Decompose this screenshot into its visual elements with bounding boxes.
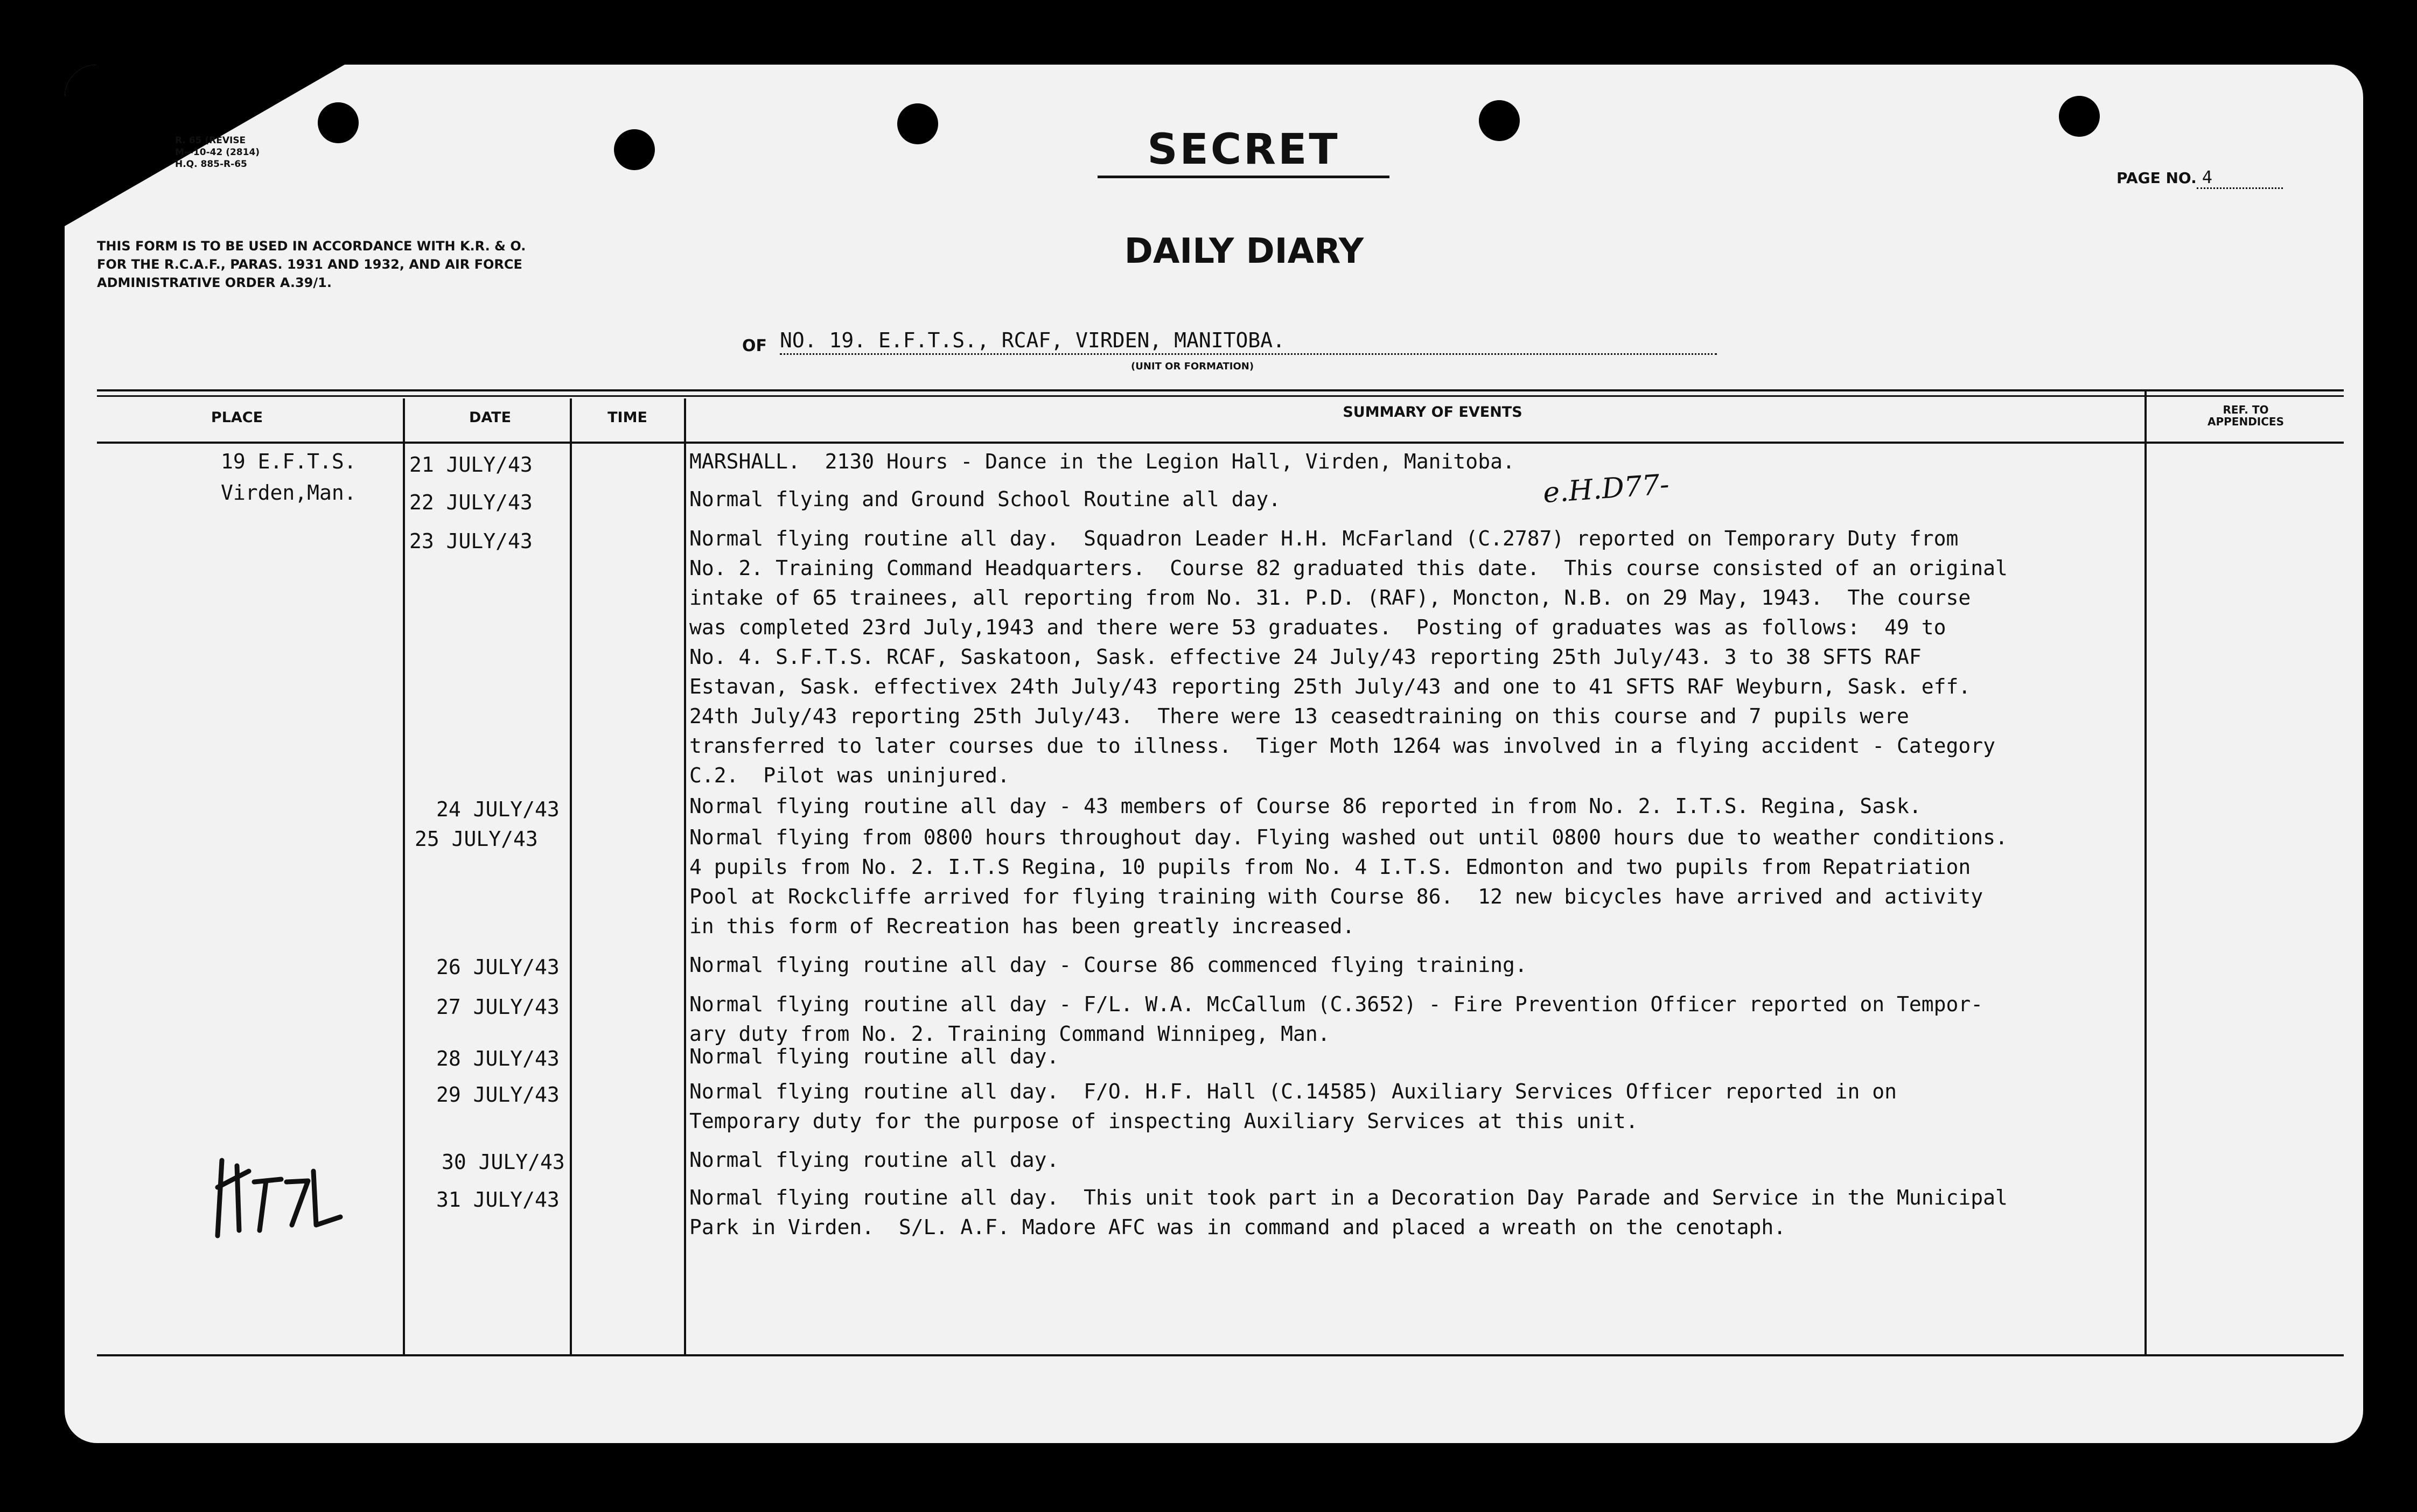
- summary-entry: Normal flying routine all day.: [689, 1148, 1059, 1172]
- summary-entry: Normal flying and Ground School Routine all day.: [689, 487, 1281, 511]
- date-cell: 29 JULY/43: [436, 1083, 560, 1107]
- form-instructions: THIS FORM IS TO BE USED IN ACCORDANCE WITH K.R. & O. FOR THE R.C.A.F., PARAS. 1931 AND 1932, AND AIR FORCE ADMINISTRATIVE ORDER A.39/1.: [97, 239, 526, 290]
- page-number: [2116, 167, 2283, 189]
- unit-caption: (UNIT OR FORMATION): [1131, 361, 1254, 372]
- column-header-ref-line: REF. TO: [2223, 403, 2269, 416]
- table-top-rule: [97, 389, 2344, 391]
- summary-entry: Normal flying routine all day - F/L. W.A. McCallum (C.3652) - Fire Prevention Officer reported on Tempor- ary duty from No. 2. Training Command Winnipeg, Man.: [689, 992, 1983, 1046]
- date-cell: 24 JULY/43: [436, 797, 560, 821]
- punch-hole: [2059, 96, 2100, 137]
- summary-entry: Normal flying routine all day. Squadron Leader H.H. McFarland (C.2787) reported on Temporary Duty from No. 2. Training Command Headquarters. Course 82 graduated this date. This course consisted of an original intake of 65 trainees, all reporting from No. 31. P.D. (RAF), Moncton, N.B. on 29 May, 1943. The course was completed 23rd July,1943 and there were 53 graduates. Posting of graduates was as follows: 49 to No. 4. S.F.T.S. RCAF, Saskatoon, Sask. effective 24 July/43 reporting 25th July/43. 3 to 38 SFTS RAF Estavan, Sask. effectivex 24th July/43 reporting 25th July/43 and one to 41 SFTS RAF Weyburn, Sask. eff. 24th July/43 reporting 25th July/43. There were 13 ceasedtraining on this course and 7 pupils were transferred to later courses due to illness. Tiger Moth 1264 was involved in a flying accident - Category C.2. Pilot was uninjured.: [689, 527, 2008, 787]
- form-number-line: H.Q. 885-R-65: [175, 159, 247, 170]
- date-cell: 26 JULY/43: [436, 955, 560, 979]
- page-number-label: PAGE NO.: [2116, 169, 2197, 187]
- date-cell: 31 JULY/43: [436, 1188, 560, 1212]
- table-top-rule-inner: [97, 395, 2344, 397]
- page-title: DAILY DIARY: [1124, 232, 1364, 271]
- column-header-ref: [2165, 404, 2327, 428]
- column-header-time: TIME: [607, 409, 647, 426]
- summary-entry: Normal flying routine all day - Course 86 commenced flying training.: [689, 953, 1527, 977]
- summary-entry: Normal flying routine all day - 43 members of Course 86 reported in from No. 2. I.T.S. Regina, Sask.: [689, 794, 1922, 818]
- summary-entry: Normal flying routine all day. This unit took part in a Decoration Day Parade and Service in the Municipal Park in Virden. S/L. A.F. Madore AFC was in command and placed a wreath on the cenotaph.: [689, 1186, 2008, 1239]
- date-cell: 25 JULY/43: [415, 827, 538, 851]
- column-divider: [403, 398, 405, 1354]
- handwritten-margin-note: [206, 1150, 367, 1241]
- punch-hole: [318, 102, 359, 143]
- form-number-line: M—10-42 (2814): [175, 147, 260, 158]
- column-header-ref-line: APPENDICES: [2208, 415, 2284, 428]
- page-number-value: 4: [2197, 167, 2283, 189]
- date-cell: 28 JULY/43: [436, 1047, 560, 1070]
- place-line: 19 E.F.T.S.: [221, 450, 357, 473]
- classification-heading: SECRET: [1098, 124, 1389, 178]
- diary-sheet: [65, 65, 2363, 1443]
- date-cell: 23 JULY/43: [409, 529, 533, 553]
- header-bottom-rule: [97, 442, 2344, 444]
- table-bottom-rule: [97, 1354, 2344, 1356]
- summary-entry: Normal flying routine all day. F/O. H.F. Hall (C.14585) Auxiliary Services Officer reported in on Temporary duty for the purpose of inspecting Auxiliary Services at this unit.: [689, 1080, 1897, 1133]
- summary-entry: Normal flying from 0800 hours throughout day. Flying washed out until 0800 hours due to weather conditions. 4 pupils from No. 2. I.T.S Regina, 10 pupils from No. 4 I.T.S. Edmonton and two pupils from Repatriation Pool at Rockcliffe arrived for flying training with Course 86. 12 new bicycles have arrived and activity in this form of Recreation has been greatly increased.: [689, 825, 2008, 938]
- form-number: [175, 135, 260, 170]
- punch-hole: [614, 129, 655, 170]
- column-header-summary: SUMMARY OF EVENTS: [1343, 404, 1522, 421]
- column-divider: [570, 398, 572, 1354]
- date-cell: 27 JULY/43: [436, 995, 560, 1019]
- punch-hole: [1479, 100, 1520, 141]
- date-cell: 21 JULY/43: [409, 453, 533, 477]
- punch-hole: [897, 103, 938, 144]
- form-number-line: R. 65 (REVISE: [175, 135, 246, 146]
- column-header-date: DATE: [469, 409, 512, 426]
- unit-name: NO. 19. E.F.T.S., RCAF, VIRDEN, MANITOBA.: [780, 327, 1717, 355]
- column-divider: [684, 398, 686, 1354]
- place-cell: [221, 446, 357, 508]
- date-cell: 22 JULY/43: [409, 491, 533, 514]
- column-header-place: PLACE: [211, 409, 263, 426]
- summary-entry: MARSHALL. 2130 Hours - Dance in the Legion Hall, Virden, Manitoba.: [689, 450, 1515, 473]
- unit-label: OF: [742, 337, 767, 355]
- place-line: Virden,Man.: [221, 481, 357, 505]
- date-cell: 30 JULY/43: [442, 1150, 565, 1174]
- summary-entry: Normal flying routine all day.: [689, 1045, 1059, 1068]
- handwritten-annotation: e.H.D77-: [1542, 468, 1671, 510]
